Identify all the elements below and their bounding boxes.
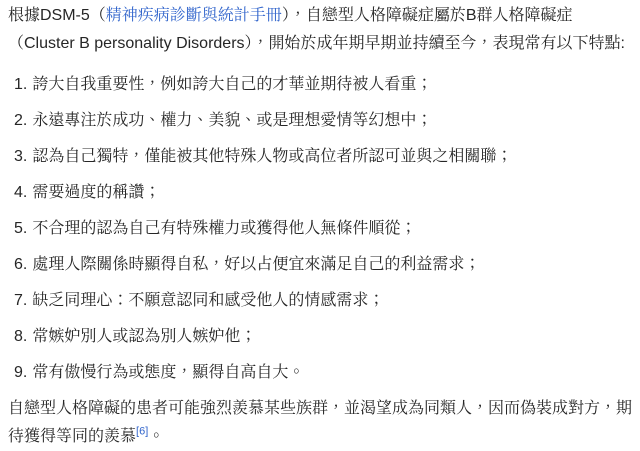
trait-item-5 xyxy=(14,215,638,243)
trait-item-9 xyxy=(14,359,638,387)
intro-text-after-link: ），自戀型人格障礙症屬於B群人格障礙症（Cluster B personality Disorders），開始於成年期早期並持續至今，表現常有以下特點: xyxy=(8,7,625,52)
trait-item-3 xyxy=(14,143,638,171)
trait-text: 不合理的認為自己有特殊權力或獲得他人無條件順從； xyxy=(32,220,417,237)
intro-text-before-link: 根據DSM-5（ xyxy=(8,7,106,24)
closing-text-after-ref: 。 xyxy=(148,428,165,445)
trait-number: 9. xyxy=(14,364,28,381)
citation-superscript xyxy=(136,426,148,438)
trait-number: 2. xyxy=(14,112,28,129)
dsm5-manual-link[interactable]: 精神疾病診斷與統計手冊 xyxy=(105,7,282,24)
trait-text: 常有傲慢行為或態度，顯得自高自大。 xyxy=(32,364,305,381)
intro-paragraph xyxy=(8,2,638,58)
trait-item-8 xyxy=(14,323,638,351)
trait-number: 8. xyxy=(14,328,28,345)
trait-number: 6. xyxy=(14,256,28,273)
traits-list xyxy=(14,71,638,387)
closing-paragraph xyxy=(8,395,638,451)
trait-text: 常嫉妒別人或認為別人嫉妒他； xyxy=(32,328,257,345)
closing-text: 自戀型人格障礙的患者可能強烈羨慕某些族群，並渴望成為同類人，因而偽裝成對方，期待獲得等同的羨慕 xyxy=(8,400,633,445)
trait-item-4 xyxy=(14,179,638,207)
trait-text: 永遠專注於成功、權力、美貌、或是理想愛情等幻想中； xyxy=(32,112,433,129)
trait-number: 1. xyxy=(14,76,28,93)
trait-item-1 xyxy=(14,71,638,99)
trait-item-2 xyxy=(14,107,638,135)
citation-ref-6-link[interactable]: [6] xyxy=(136,425,149,438)
trait-text: 認為自己獨特，僅能被其他特殊人物或高位者所認可並與之相關聯； xyxy=(32,148,513,165)
trait-number: 4. xyxy=(14,184,28,201)
trait-text: 處理人際關係時顯得自私，好以占便宜來滿足自己的利益需求； xyxy=(32,256,481,273)
trait-text: 需要過度的稱讚； xyxy=(32,184,161,201)
trait-number: 7. xyxy=(14,292,28,309)
trait-item-7 xyxy=(14,287,638,315)
trait-number: 3. xyxy=(14,148,28,165)
trait-item-6 xyxy=(14,251,638,279)
trait-text: 缺乏同理心：不願意認同和感受他人的情感需求； xyxy=(32,292,385,309)
trait-number: 5. xyxy=(14,220,28,237)
trait-text: 誇大自我重要性，例如誇大自己的才華並期待被人看重； xyxy=(32,76,433,93)
